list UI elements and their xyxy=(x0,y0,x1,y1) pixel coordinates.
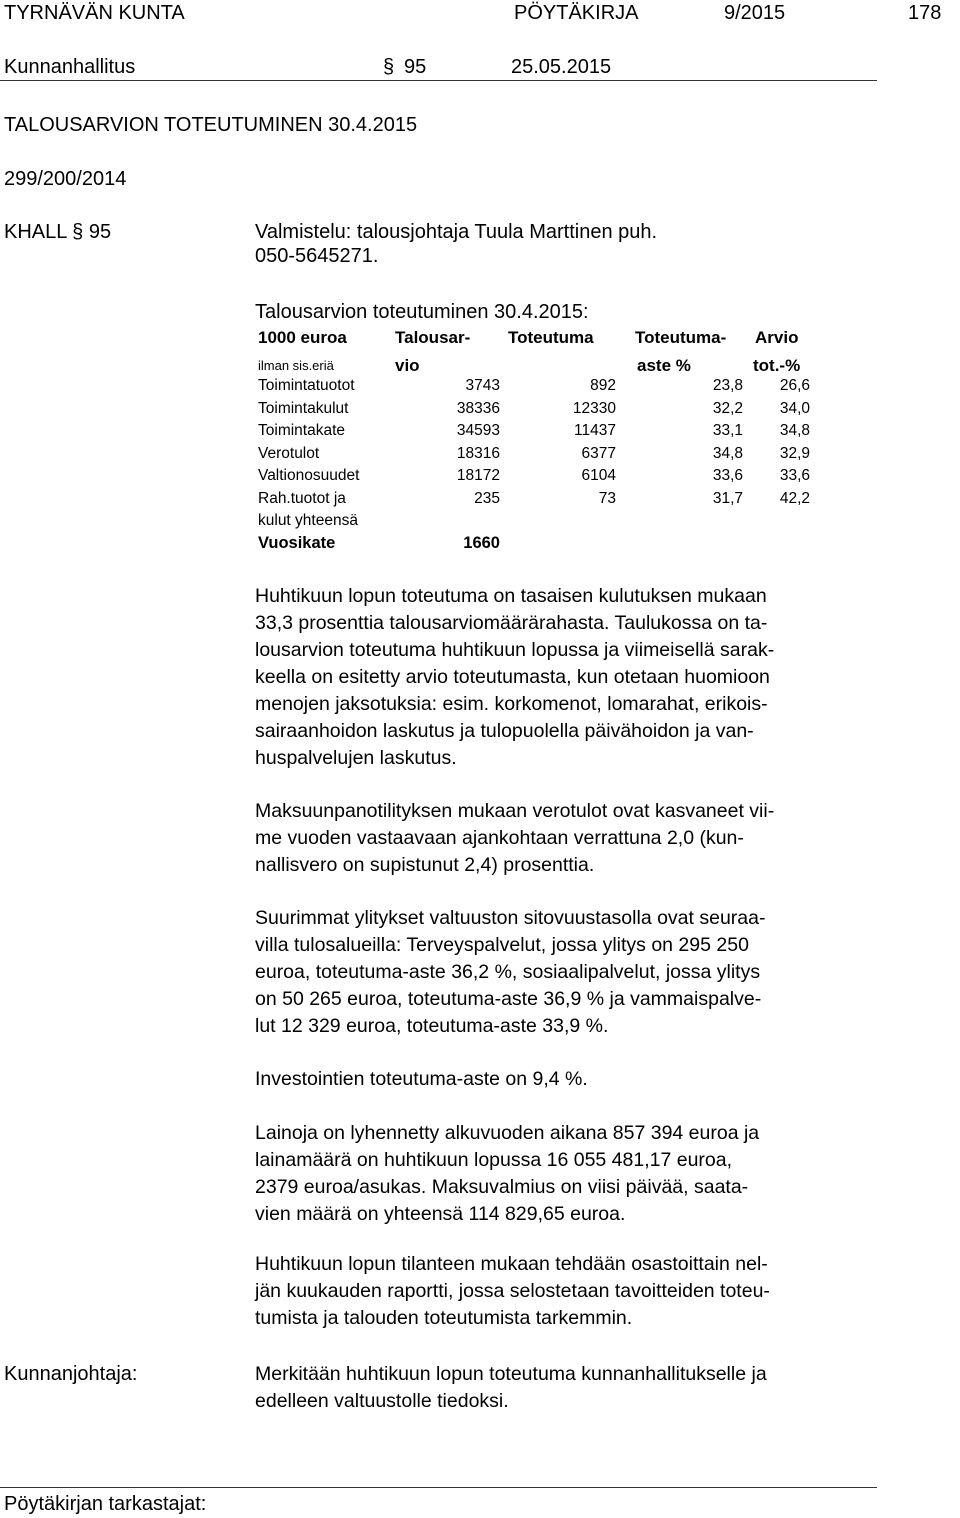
paragraph-line: Lainoja on lyhennetty alkuvuoden aikana 857 394 euroa ja xyxy=(255,1122,760,1144)
table-row-label: Toimintakate xyxy=(258,422,346,439)
meeting-body: Kunnanhallitus xyxy=(4,56,136,78)
table-row-label: Verotulot xyxy=(258,444,320,462)
khall-label: KHALL § 95 xyxy=(4,221,112,243)
table-row-label-cont: kulut yhteensä xyxy=(258,512,358,529)
table-row-actual: 6104 xyxy=(581,467,616,484)
table-row-rate: 34,8 xyxy=(712,444,743,462)
table-row-actual: 73 xyxy=(598,489,616,507)
preparation-line-2: 050-5645271. xyxy=(255,245,379,267)
paragraph-line: Huhtikuun lopun toteutuma on tasaisen kulutuksen mukaan xyxy=(255,585,767,607)
table-row-budget: 3743 xyxy=(465,377,500,394)
table-row-label: Rah.tuotot ja xyxy=(258,489,346,507)
paragraph-line: Suurimmat ylitykset valtuuston sitovuustasolla ovat seuraa- xyxy=(255,907,766,929)
paragraph-line: lousarvion toteutuma huhtikuun lopussa ja viimeisellä sarak- xyxy=(255,639,775,661)
record-number: 299/200/2014 xyxy=(4,168,127,190)
body-paragraph xyxy=(255,798,875,879)
table-header-budget: Talousar- xyxy=(395,328,471,347)
paragraph-line: tumista ja talouden toteutumista tarkemmin. xyxy=(255,1307,633,1329)
table-row-budget: 235 xyxy=(474,489,500,507)
table-row-estimate: 34,8 xyxy=(779,422,810,439)
table-row-rate: 33,6 xyxy=(712,467,743,484)
table-header-actual: Toteutuma xyxy=(508,328,594,347)
body-paragraph xyxy=(255,905,875,1040)
body-paragraph xyxy=(255,1251,875,1332)
doc-number: 9/2015 xyxy=(724,2,786,24)
header-divider xyxy=(0,80,877,81)
table-row-estimate: 33,6 xyxy=(779,467,810,484)
vuosikate-value: 1660 xyxy=(463,534,500,552)
table-row-estimate: 42,2 xyxy=(779,489,810,507)
table-row-budget: 18172 xyxy=(456,467,500,484)
paragraph-line: 33,3 prosenttia talousarviomäärärahasta. Taulukossa on ta- xyxy=(255,612,768,634)
table-row-budget: 38336 xyxy=(456,399,500,417)
table-row-estimate: 32,9 xyxy=(779,444,810,462)
paragraph-line: sairaanhoidon laskutus ja tulopuolella päivähoidon ja van- xyxy=(255,720,754,742)
table-row-actual: 12330 xyxy=(572,399,616,417)
doc-type: PÖYTÄKIRJA xyxy=(514,2,639,24)
paragraph-line: 2379 euroa/asukas. Maksuvalmius on viisi päivää, saata- xyxy=(255,1176,749,1198)
table-row-label: Toimintakulut xyxy=(258,399,349,417)
table-row-rate: 32,2 xyxy=(712,399,743,417)
paragraph-line: keella on esitetty arvio toteutumasta, kun otetaan huomioon xyxy=(255,666,770,688)
proposal-line: edelleen valtuustolle tiedoksi. xyxy=(255,1390,509,1412)
preparation-line-1: Valmistelu: talousjohtaja Tuula Marttinen puh. xyxy=(255,221,658,243)
vuosikate-label: Vuosikate xyxy=(258,534,336,552)
proposer-label: Kunnanjohtaja: xyxy=(4,1363,138,1385)
table-row-estimate: 34,0 xyxy=(779,399,810,417)
table-header-rate-cont: aste % xyxy=(637,356,691,375)
paragraph-line: lainamäärä on huhtikuun lopussa 16 055 481,17 euroa, xyxy=(255,1149,733,1171)
table-row-actual: 892 xyxy=(590,377,616,394)
table-header-unit: 1000 euroa xyxy=(258,328,347,347)
table-header-estimate-cont: tot.-% xyxy=(753,356,801,375)
page-title: TALOUSARVION TOTEUTUMINEN 30.4.2015 xyxy=(4,114,418,136)
table-row-rate: 33,1 xyxy=(712,422,743,439)
table-row-actual: 11437 xyxy=(574,422,616,439)
paragraph-line: Huhtikuun lopun tilanteen mukaan tehdään osastoittain nel- xyxy=(255,1253,768,1275)
paragraph-line: Maksuunpanotilityksen mukaan verotulot ovat kasvaneet vii- xyxy=(255,800,775,822)
table-row-estimate: 26,6 xyxy=(779,377,810,394)
table-header-unit-note: ilman sis.eriä xyxy=(258,358,334,373)
table-header-rate: Toteutuma- xyxy=(635,328,727,347)
paragraph-line: huspalvelujen laskutus. xyxy=(255,747,457,769)
municipality-name: TYRNÄVÄN KUNTA xyxy=(4,2,185,24)
table-header-estimate: Arvio xyxy=(755,328,799,347)
body-paragraph xyxy=(255,583,875,772)
paragraph-line: on 50 265 euroa, toteutuma-aste 36,9 % ja vammaispalve- xyxy=(255,988,762,1010)
paragraph-line: villa tulosalueilla: Terveyspalvelut, jossa ylitys on 295 250 xyxy=(255,934,749,956)
page-number: 178 xyxy=(908,2,942,24)
paragraph-line: lut 12 329 euroa, toteutuma-aste 33,9 %. xyxy=(255,1015,609,1037)
proposal-text xyxy=(255,1361,875,1415)
proposal-line: Merkitään huhtikuun lopun toteutuma kunnanhallitukselle ja xyxy=(255,1363,767,1385)
paragraph-line: Investointien toteutuma-aste on 9,4 %. xyxy=(255,1068,588,1090)
table-title: Talousarvion toteutuminen 30.4.2015: xyxy=(255,301,589,323)
paragraph-line: menojen jaksotuksia: esim. korkomenot, lomarahat, erikois- xyxy=(255,693,768,715)
paragraph-line: jän kuukauden raportti, jossa selostetaan tavoitteiden toteu- xyxy=(255,1280,770,1302)
footer-divider xyxy=(0,1487,877,1488)
table-row-rate: 31,7 xyxy=(712,489,743,507)
body-paragraph xyxy=(255,1120,875,1228)
body-paragraph xyxy=(255,1066,875,1093)
table-row-budget: 34593 xyxy=(456,422,500,439)
table-row-label: Valtionosuudet xyxy=(258,467,360,484)
footer-reviewers-label: Pöytäkirjan tarkastajat: xyxy=(4,1493,207,1515)
paragraph-line: me vuoden vastaavaan ajankohtaan verrattuna 2,0 (kun- xyxy=(255,827,744,849)
paragraph-line: euroa, toteutuma-aste 36,2 %, sosiaalipalvelut, jossa ylitys xyxy=(255,961,761,983)
paragraph-line: vien määrä on yhteensä 114 829,65 euroa. xyxy=(255,1203,626,1225)
table-row-label: Toimintatuotot xyxy=(258,377,355,394)
meeting-date: 25.05.2015 xyxy=(511,56,612,78)
table-header-budget-cont: vio xyxy=(395,356,420,375)
table-row-rate: 23,8 xyxy=(712,377,743,394)
section-paragraph-symbol: § xyxy=(383,56,395,78)
table-row-budget: 18316 xyxy=(456,444,500,462)
section-number: 95 xyxy=(404,56,427,78)
paragraph-line: nallisvero on supistunut 2,4) prosenttia. xyxy=(255,854,595,876)
table-row-actual: 6377 xyxy=(581,444,616,462)
